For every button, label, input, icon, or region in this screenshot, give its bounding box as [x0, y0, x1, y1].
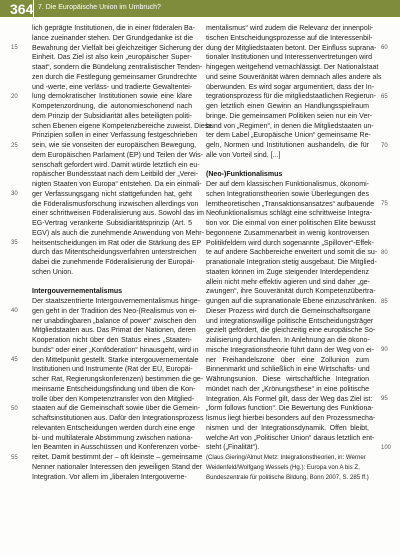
text-line: Integration. Als Formel gilt, dass der Weg das Ziel ist: — [206, 395, 373, 403]
running-head: 7. Die Europäische Union im Umbruch? — [38, 4, 161, 11]
text-line: zwungen“, ihre Souveränität durch Kompetenzübertra- — [206, 288, 376, 296]
text-line: dem Europäischen Parlament (EP) und Teilen der Wis- — [32, 151, 204, 159]
text-line: Politikfeldern wird durch sogenannte „Spillover“-Effek- — [206, 239, 374, 247]
text-line: ter dem Label „Europäische Union“ gemeinsame Re- — [206, 132, 371, 140]
header-divider — [33, 0, 34, 17]
line-number: 25 — [11, 142, 18, 149]
line-number: 60 — [381, 45, 388, 51]
line-number: 20 — [11, 93, 18, 100]
text-line: bi- und multilaterale Abstimmung zwischen nationa- — [32, 434, 193, 442]
text-line: Dieser Prozess wird durch die Gemeinschaftsorgane — [206, 307, 371, 315]
source-citation-line: Weidenfeld/Wolfgang Wessels (Hg.): Europa von A bis Z, — [206, 463, 360, 471]
text-line: und seine Souveränität wären demnach alles andere als — [206, 73, 382, 81]
text-line: tion vor. Die einmal von einer politischen Elite bewusst — [206, 220, 376, 227]
page-number: 364 — [10, 1, 34, 17]
text-line: staaten können im Zuge steigender Interdependenz — [206, 268, 369, 276]
text-line: mische Integrationstheorie führt dann der Weg von ei- — [206, 346, 374, 354]
text-line: ner unabdingbaren „balance of power“ zwischen den — [32, 317, 197, 325]
text-line: meinsame Entscheidungsfindung und üben die Kon- — [32, 385, 196, 393]
text-line: zen durch die Festlegung gemeinsamer Grundrechte — [32, 73, 197, 81]
text-line: Einheit. Das Ziel ist also kein „europäischer Super- — [32, 54, 192, 62]
text-line: heitsentscheidungen im Rat oder die Stärkung des EP — [32, 239, 202, 247]
text-line: ner Freihandelszone über eine Zollunion zum — [206, 356, 369, 364]
text-line: überwunden. Es wird sogar argumentiert, dass der In- — [206, 83, 375, 91]
text-line: hingegen weitgehend vernachlässigt. Der Nationalstaat — [206, 64, 379, 71]
text-line: bunds“ oder einer „Konföderation“ hinausgeht, wird in — [32, 346, 199, 354]
text-line: schen Union. — [32, 268, 74, 276]
text-line: reitet. Damit bestimmt der – oft kleinste – gemeinsame — [32, 454, 203, 461]
text-line: gen geht in der Tradition des Neo-(Realismus von ei- — [32, 307, 197, 315]
section-heading: (Neo-)Funktionalismus — [206, 171, 283, 179]
text-line: „form follows function“. Die Bewertung des Funktiona- — [206, 405, 374, 413]
text-line: trolle über den Kompetenztransfer von den Mitglied- — [32, 395, 195, 403]
text-line: dung der Mitgliedstaaten betont. Der Einfluss suprana- — [206, 44, 377, 52]
text-line: durch das Mitentscheidungsverfahren unterstreichen — [32, 249, 197, 257]
text-line: Nenner nationaler Interessen den jeweiligen Stand der — [32, 463, 203, 471]
right-text-column — [206, 24, 382, 482]
text-line: ropäischer Bundesstaat nach dem Leitbild der „Verei- — [32, 171, 199, 179]
text-line: und -werte, eine verläss- und tradierte Gewaltentei- — [32, 83, 193, 91]
text-line: lance zueinander stehen. Der Grundgedanke ist die — [32, 34, 194, 42]
text-line: den Mittelpunkt gestellt. Starke intergouvernementale — [32, 356, 199, 364]
text-line: steht („Finalität“). — [206, 444, 260, 452]
line-number: 70 — [381, 142, 388, 149]
text-line: staat“, sondern die Bündelung zentralistischer Tenden- — [32, 64, 203, 71]
text-line: tischen Entscheidungsprozesse auf die Interessenbil- — [206, 34, 373, 42]
text-line: EG-Vertrag verankerte Subsidiaritätsprinzip (Art. 5 — [32, 220, 192, 227]
text-line: mündet nach der „Krönungsthese“ in eine politische — [206, 385, 369, 393]
text-line: nigten Staaten von Europa“ entstehen. Da ein einmali- — [32, 181, 202, 188]
line-number: 40 — [11, 308, 18, 315]
section-heading: Intergouvernementalismus — [32, 288, 123, 296]
text-line: Prinzipien sollen in einer Verfassung festgeschrieben — [32, 132, 198, 140]
text-line: scher Rat, Regierungskonferenzen) bestimmen die ge- — [32, 376, 204, 383]
text-line: zialisierung durchlaufen. In Anlehnung an die ökono- — [206, 337, 370, 344]
text-line: lerntheoretischen „Transaktionsansatzes“ aufbauende — [206, 200, 375, 208]
text-line: Kompetenzordnung, die autonomieschonend nach — [32, 103, 192, 110]
line-number: 80 — [381, 249, 388, 256]
text-line: gezielt gefördert, die gleichzeitig eine europäische So- — [206, 327, 376, 335]
text-line: EGV) als auch die zunehmende Anwendung von Mehr- — [32, 229, 204, 237]
text-line: mentalismus“ wird zudem die Relevanz der innenpoli- — [206, 25, 374, 32]
text-line: dem Prinzip der Subsidiarität alles beteiligten politi- — [32, 112, 192, 120]
text-line: alle von Vorteil sind. [...] — [206, 151, 281, 159]
line-number: 65 — [381, 93, 388, 100]
text-line: Neofunktionalismus schlägt eine schrittweise Integra- — [206, 210, 373, 218]
text-line: staaten auf die Gemeinschaft sowie über die Gemein- — [32, 405, 201, 413]
text-line: geln, Normen und Institutionen aushandeln, die für — [206, 142, 369, 149]
text-line: die Föderalismusforschung inzwischen allerdings von — [32, 200, 199, 208]
text-line — [32, 278, 192, 288]
source-citation-line: Bundeszentrale für politische Bildung, Bonn 2007, S. 285 ff.) — [206, 473, 369, 481]
text-line: Kooperation nicht über den Status eines „Staaten- — [32, 337, 192, 344]
text-line: Der auf dem klassischen Funktionalismus, ökonomi- — [206, 181, 369, 188]
text-line: und integrationswillige politische Entscheidungsträger — [206, 317, 374, 325]
text-line: Mitgliedstaaten aus. Das Primat der Nationen, deren — [32, 327, 196, 335]
line-number: 55 — [11, 454, 18, 461]
text-line: len Beamten in Ausschüssen und Konferenzen vorbe- — [32, 444, 201, 452]
text-line: welche Art von „Politischer Union“ daraus letztlich ent- — [206, 434, 375, 442]
text-line: sein, wie sie vonseiten der europäischen Bewegung, — [32, 142, 197, 149]
text-line: dabei die zunehmende Föderalisierung der Europäi- — [32, 259, 195, 266]
text-line: ger Verfassungsgang nicht stattgefunden hat, geht — [32, 190, 192, 198]
text-line: gungen auf die supranationale Ebene einzuschränken. — [206, 298, 377, 305]
text-line: schen Integrationstheorien sowie Überlegungen des — [206, 190, 369, 198]
text-line: tegrationsprozess für die mitgliedstaatlichen Regierun- — [206, 93, 376, 101]
text-line: schaftsinstitutionen aus. Dafür den Integrationsprozess — [32, 415, 204, 422]
source-citation-line: (Claus Giering/Almut Metz: Integrationstheorien, in: Werner — [206, 454, 366, 461]
header-bar — [0, 0, 400, 17]
text-line: Bewahrung der Vielfalt bei gleichzeitiger Sicherung der — [32, 44, 204, 52]
line-number: 30 — [11, 191, 18, 198]
text-line: Integration. Vor allem im „liberalen Intergouverne- — [32, 473, 187, 481]
text-line: Institutionen und Instrumente (Rat der EU, Europäi- — [32, 366, 193, 374]
line-number: 95 — [381, 396, 388, 402]
text-line: Währungsunion. Diese wirtschaftliche Integration — [206, 376, 369, 383]
line-number: 100 — [381, 444, 392, 451]
line-number: 85 — [381, 298, 388, 305]
text-line — [206, 161, 369, 171]
text-line: allein nicht mehr effektiv agieren und sind daher „ge- — [206, 278, 371, 286]
line-number: 90 — [381, 347, 388, 354]
text-line: lung demokratischer Institutionen sowie eine klare — [32, 93, 192, 101]
text-line: te auf andere Sachbereiche erweitert und somit die su- — [206, 249, 378, 257]
text-line: senschaft gefordert wird. Damit würde letztlich ein eu- — [32, 161, 200, 169]
text-line: tionaler Institutionen und Interessenvertretungen wird — [206, 54, 373, 62]
text-line: bund von „Regimen“, in denen die Mitgliedstaaten un- — [206, 122, 374, 130]
text-line: Binnenmarkt und schließlich in eine Wirtschafts- und — [206, 366, 370, 374]
text-line: gen letztlich einen Gewinn an Handlungsspielraum — [206, 103, 369, 110]
line-number: 75 — [381, 201, 388, 207]
line-number: 35 — [11, 240, 18, 246]
text-line: einer schrittweisen Föderalisierung aus. Sowohl das im — [32, 210, 204, 218]
line-number: 50 — [11, 405, 18, 412]
text-line: nismen und der Integrationsdynamik. Offen bleibt, — [206, 424, 369, 432]
text-line: lismus liegt hierbei besonders auf den Prozessmecha- — [206, 415, 376, 422]
left-text-column — [32, 24, 213, 482]
text-line: relevanten Entscheidungen werden durch eine enge — [32, 424, 195, 432]
line-number: 45 — [11, 357, 18, 363]
text-line: bringe. Die gemeinsamen Politiken seien nur ein Ver- — [206, 112, 373, 120]
text-line: lich geprägte Institutionen, die in einer föderalen Ba- — [32, 25, 195, 32]
text-line: schen Ebenen eigene Kompetenzbereiche zuweist. Diese — [32, 122, 213, 130]
text-line: Der staatszentrierte Intergouvernementalismus hinge- — [32, 298, 201, 305]
line-number: 15 — [11, 45, 18, 51]
text-line: begonnene Zusammenarbeit in wenig kontroversen — [206, 229, 369, 237]
text-line: pranationale Integration stetig ausgebaut. Die Mitglied- — [206, 259, 377, 266]
